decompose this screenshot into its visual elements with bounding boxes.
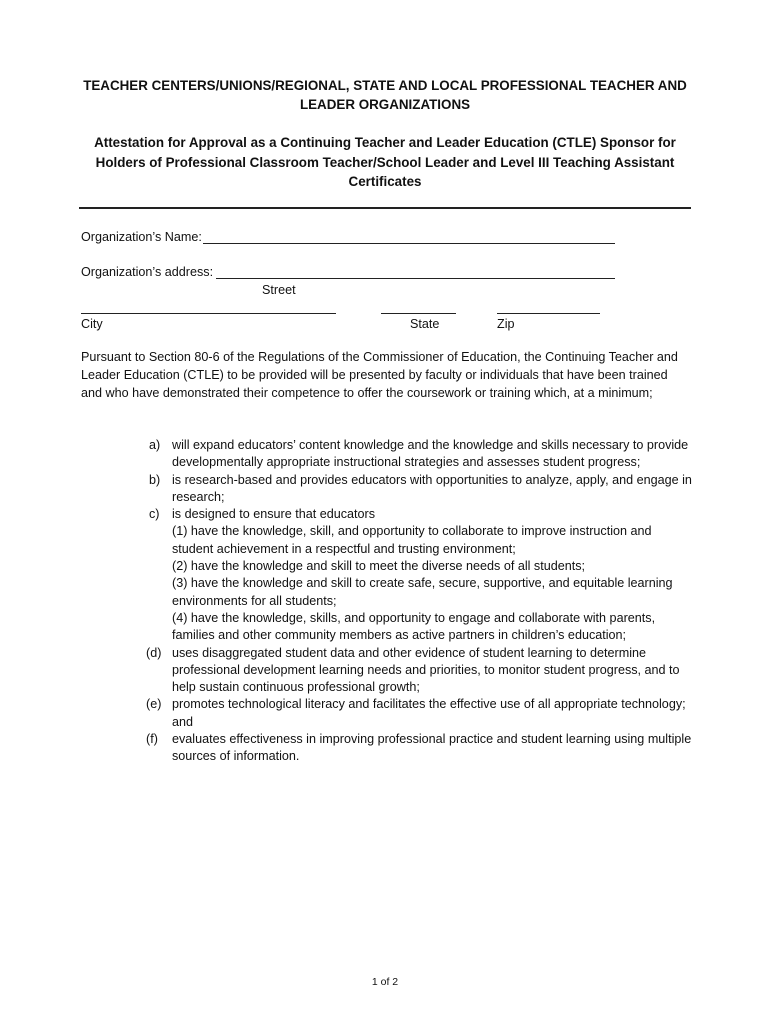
paragraph-line-2: Leader Education (CTLE) to be provided will be presented by faculty or individuals that have been trained [81,367,668,382]
criteria-list [146,437,696,766]
criteria-text: is designed to ensure that educators [172,507,376,522]
criteria-item-c [146,506,696,644]
subtitle-line-2: Holders of Professional Classroom Teacher/School Leader and Level III Teaching Assistant [95,154,675,170]
criteria-text: promotes technological literacy and facilitates the effective use of all appropriate technology; and [172,697,686,729]
criteria-subitem: (4) have the knowledge, skills, and opportunity to engage and collaborate with parents, families and other community members as active partners in children’s education; [172,610,656,643]
list-marker: (d) [146,645,162,660]
criteria-item-f [146,731,696,766]
paragraph-line-1: Pursuant to Section 80-6 of the Regulations of the Commissioner of Education, the Continuing Teacher and [81,350,678,364]
list-marker: c) [149,507,160,522]
zip-field[interactable] [497,313,600,314]
state-field[interactable] [381,313,456,314]
paragraph-line-3: and who have demonstrated their competence to offer the coursework or training which, at a minimum; [81,385,653,400]
criteria-item-a [146,437,696,472]
org-name-label: Organization’s Name: [81,230,202,244]
document-subtitle [60,133,710,192]
org-address-label: Organization’s address: [81,265,214,279]
criteria-item-e [146,696,696,731]
criteria-text: evaluates effectiveness in improving professional practice and student learning using multiple sources of information. [172,732,692,764]
title-line-2: LEADER ORGANIZATIONS [299,97,471,112]
header-divider [79,207,691,209]
criteria-text: uses disaggregated student data and other evidence of student learning to determine professional development learning needs and priorities, to monitor student progress, and to help sustain continuous professional growth; [172,645,680,695]
criteria-text: will expand educators’ content knowledge and the knowledge and skills necessary to provide developmentally appropriate instructional strategies and assesses student progress; [172,438,689,470]
criteria-subitem: (3) have the knowledge and skill to create safe, secure, supportive, and equitable learning environments for all students; [172,576,673,608]
criteria-text: is research-based and provides educators with opportunities to analyze, apply, and engage in research; [172,472,692,504]
state-caption: State [410,317,440,331]
criteria-subitem: (1) have the knowledge, skill, and opportunity to collaborate to improve instruction and student achievement in a respectful and trusting environment; [172,524,652,556]
pursuant-paragraph [81,349,693,402]
org-name-field[interactable] [203,243,615,244]
document-title [60,76,710,114]
city-field[interactable] [81,313,336,314]
subtitle-line-3: Certificates [348,174,422,189]
org-address-street-field[interactable] [216,278,615,279]
street-caption: Street [262,283,296,297]
list-marker: (f) [146,732,158,747]
city-caption: City [81,317,103,331]
page-number: 1 of 2 [371,976,399,988]
criteria-item-d [146,645,696,697]
list-marker: b) [149,472,161,487]
zip-caption: Zip [497,317,515,331]
title-line-1: TEACHER CENTERS/UNIONS/REGIONAL, STATE AND LOCAL PROFESSIONAL TEACHER AND [83,78,687,93]
subtitle-line-1: Attestation for Approval as a Continuing Teacher and Leader Education (CTLE) Sponsor for [94,135,676,150]
list-marker: (e) [146,697,162,712]
criteria-item-b [146,472,696,507]
criteria-subitem: (2) have the knowledge and skill to meet the diverse needs of all students; [172,559,586,574]
list-marker: a) [149,438,161,452]
